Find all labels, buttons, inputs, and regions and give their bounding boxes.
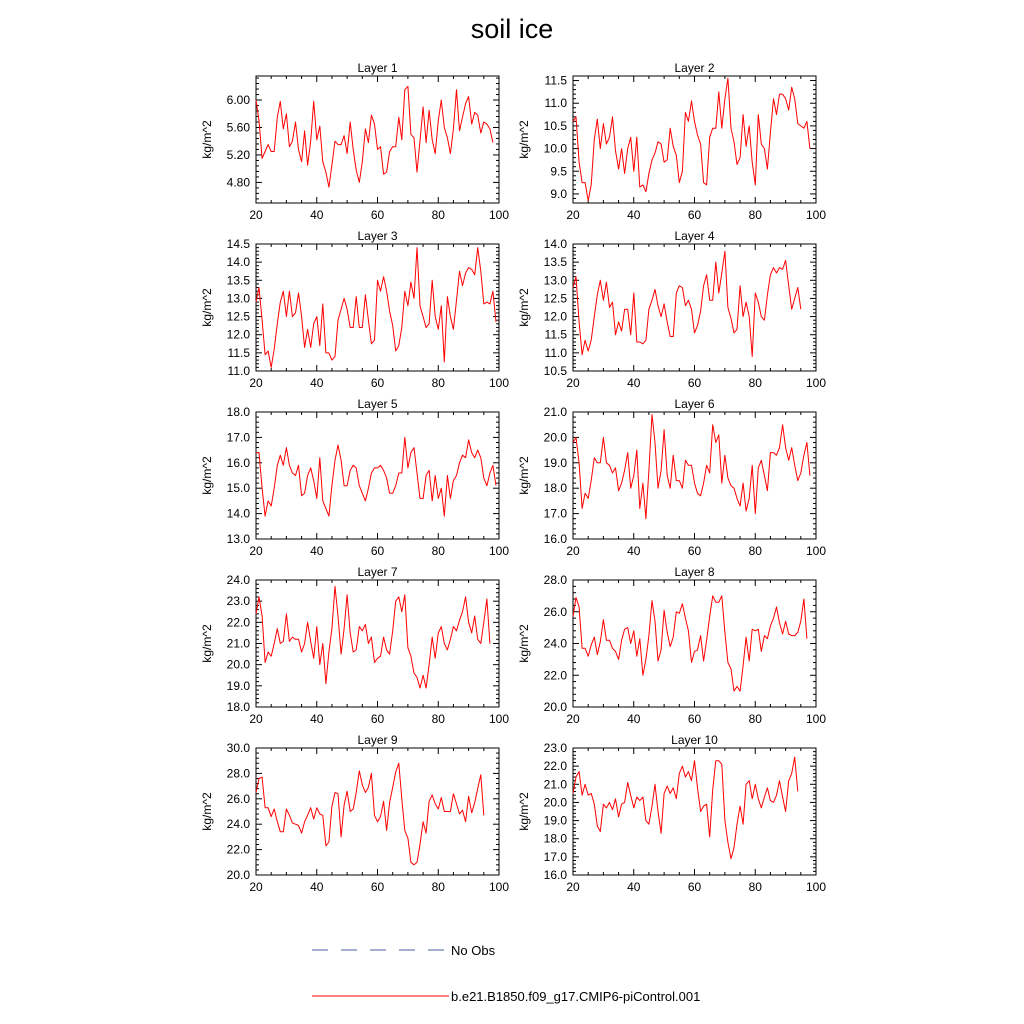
y-axis-label: kg/m^2 — [517, 456, 531, 495]
series-line-layer-10 — [573, 757, 798, 859]
x-tick-label: 60 — [687, 376, 702, 390]
y-tick-label: 14.0 — [226, 506, 250, 521]
y-tick-label: 23.0 — [543, 741, 567, 755]
y-tick-label: 22.0 — [543, 668, 567, 683]
panel-title: Layer 5 — [357, 397, 398, 411]
panel-layer-3 — [200, 229, 509, 390]
x-tick-label: 60 — [370, 544, 385, 558]
y-tick-label: 20.0 — [226, 657, 250, 672]
y-tick-label: 10.5 — [543, 364, 567, 378]
y-tick-label: 13.5 — [543, 255, 567, 270]
y-axis-label: kg/m^2 — [517, 120, 531, 159]
y-tick-label: 22.0 — [226, 615, 250, 630]
plot-frame — [256, 580, 499, 707]
x-tick-label: 80 — [431, 376, 445, 390]
panel-layer-2 — [517, 61, 826, 222]
plot-frame — [573, 748, 816, 875]
x-tick-label: 60 — [370, 712, 385, 726]
x-tick-label: 80 — [431, 712, 445, 726]
panel-layer-1 — [200, 61, 509, 222]
x-tick-label: 100 — [805, 712, 827, 726]
y-axis-label: kg/m^2 — [517, 792, 531, 831]
y-tick-label: 14.0 — [543, 237, 567, 251]
y-tick-label: 21.0 — [543, 405, 567, 419]
panel-layer-6 — [517, 397, 826, 558]
panel-layer-4 — [517, 229, 826, 390]
y-tick-label: 20.0 — [226, 868, 250, 882]
y-tick-label: 18.0 — [226, 700, 250, 714]
x-tick-label: 80 — [748, 208, 762, 222]
y-tick-label: 12.0 — [226, 327, 250, 342]
y-tick-label: 24.0 — [226, 817, 250, 832]
legend-label-no-obs: No Obs — [451, 943, 496, 958]
x-tick-label: 20 — [249, 544, 263, 558]
x-tick-label: 60 — [687, 544, 702, 558]
series-line-layer-9 — [256, 763, 484, 865]
panel-layer-9 — [200, 733, 509, 894]
x-tick-label: 20 — [566, 208, 580, 222]
legend-label-model: b.e21.B1850.f09_g17.CMIP6-piControl.001 — [451, 989, 701, 1004]
chart-main-title: soil ice — [470, 14, 554, 44]
y-tick-label: 28.0 — [543, 573, 567, 587]
x-tick-label: 100 — [805, 376, 827, 390]
x-tick-label: 100 — [805, 208, 827, 222]
x-tick-label: 100 — [805, 544, 827, 558]
y-tick-label: 16.0 — [226, 455, 250, 470]
panel-title: Layer 2 — [674, 61, 715, 75]
y-tick-label: 17.0 — [543, 849, 567, 864]
panel-title: Layer 4 — [674, 229, 715, 243]
x-tick-label: 40 — [310, 376, 324, 390]
panel-title: Layer 9 — [357, 733, 398, 747]
y-tick-label: 12.5 — [226, 309, 250, 324]
y-tick-label: 11.0 — [544, 96, 567, 111]
y-tick-label: 17.0 — [543, 506, 567, 521]
y-tick-label: 26.0 — [543, 604, 567, 619]
y-axis-label: kg/m^2 — [517, 288, 531, 327]
x-tick-label: 20 — [249, 712, 263, 726]
panel-title: Layer 7 — [357, 565, 398, 579]
y-tick-label: 13.0 — [226, 532, 250, 546]
panel-layer-10 — [517, 733, 826, 894]
y-axis-label: kg/m^2 — [200, 456, 214, 495]
x-tick-label: 80 — [431, 544, 445, 558]
series-line-layer-5 — [256, 437, 496, 516]
y-axis-label: kg/m^2 — [200, 288, 214, 327]
y-tick-label: 21.0 — [226, 636, 250, 651]
y-axis-label: kg/m^2 — [200, 624, 214, 663]
panel-title: Layer 1 — [357, 61, 398, 75]
y-tick-label: 5.60 — [226, 120, 250, 135]
x-tick-label: 60 — [687, 208, 702, 222]
x-tick-label: 40 — [627, 208, 641, 222]
y-tick-label: 13.5 — [226, 273, 250, 288]
y-tick-label: 19.0 — [543, 455, 567, 470]
x-tick-label: 20 — [566, 712, 580, 726]
y-axis-label: kg/m^2 — [517, 624, 531, 663]
y-tick-label: 19.0 — [226, 678, 250, 693]
x-tick-label: 100 — [488, 544, 510, 558]
y-tick-label: 20.0 — [543, 700, 567, 714]
x-tick-label: 100 — [805, 880, 827, 894]
x-tick-label: 80 — [431, 880, 445, 894]
x-tick-label: 20 — [249, 376, 263, 390]
x-tick-label: 80 — [748, 712, 762, 726]
series-line-layer-1 — [256, 86, 493, 187]
y-tick-label: 11.5 — [544, 73, 567, 88]
y-tick-label: 16.0 — [543, 532, 567, 546]
x-tick-label: 20 — [566, 880, 580, 894]
y-tick-label: 30.0 — [226, 741, 250, 755]
y-tick-label: 24.0 — [543, 636, 567, 651]
x-tick-label: 60 — [370, 376, 385, 390]
y-tick-label: 28.0 — [226, 766, 250, 781]
y-tick-label: 11.0 — [227, 364, 250, 378]
panel-title: Layer 6 — [674, 397, 715, 411]
y-tick-label: 5.20 — [226, 147, 250, 162]
panel-title: Layer 3 — [357, 229, 398, 243]
x-tick-label: 80 — [748, 544, 762, 558]
y-tick-label: 16.0 — [543, 868, 567, 882]
x-tick-label: 100 — [488, 376, 510, 390]
y-tick-label: 11.0 — [544, 345, 567, 360]
y-tick-label: 9.5 — [550, 164, 567, 179]
plot-frame — [256, 244, 499, 371]
series-line-layer-2 — [573, 78, 810, 200]
plot-frame — [573, 412, 816, 539]
x-tick-label: 40 — [310, 712, 324, 726]
series-line-layer-7 — [256, 586, 490, 688]
series-line-layer-6 — [573, 415, 810, 519]
x-tick-label: 40 — [627, 544, 641, 558]
y-tick-label: 11.5 — [227, 345, 250, 360]
panel-layer-7 — [200, 565, 509, 726]
plot-frame — [573, 580, 816, 707]
x-tick-label: 60 — [687, 712, 702, 726]
panel-layer-5 — [200, 397, 509, 558]
y-axis-label: kg/m^2 — [200, 120, 214, 159]
y-tick-label: 12.5 — [543, 291, 567, 306]
x-tick-label: 20 — [566, 376, 580, 390]
y-tick-label: 22.0 — [543, 759, 567, 774]
y-tick-label: 13.0 — [226, 291, 250, 306]
y-tick-label: 23.0 — [226, 594, 250, 609]
x-tick-label: 80 — [431, 208, 445, 222]
y-tick-label: 24.0 — [226, 573, 250, 587]
x-tick-label: 100 — [488, 208, 510, 222]
y-tick-label: 12.0 — [543, 309, 567, 324]
x-tick-label: 80 — [748, 376, 762, 390]
series-line-layer-8 — [573, 596, 807, 691]
x-tick-label: 20 — [566, 544, 580, 558]
x-tick-label: 60 — [370, 880, 385, 894]
y-tick-label: 11.5 — [544, 327, 567, 342]
x-tick-label: 40 — [310, 208, 324, 222]
y-tick-label: 9.0 — [550, 186, 567, 201]
panel-layer-8 — [517, 565, 826, 726]
y-axis-label: kg/m^2 — [200, 792, 214, 831]
x-tick-label: 20 — [249, 208, 263, 222]
y-tick-label: 10.0 — [543, 141, 567, 156]
y-tick-label: 18.0 — [226, 405, 250, 419]
y-tick-label: 18.0 — [543, 831, 567, 846]
y-tick-label: 21.0 — [543, 777, 567, 792]
x-tick-label: 60 — [687, 880, 702, 894]
x-tick-label: 40 — [627, 880, 641, 894]
y-tick-label: 18.0 — [543, 481, 567, 496]
series-line-layer-4 — [573, 251, 801, 356]
y-tick-label: 10.5 — [543, 118, 567, 133]
y-tick-label: 6.00 — [226, 93, 250, 108]
x-tick-label: 80 — [748, 880, 762, 894]
x-tick-label: 100 — [488, 712, 510, 726]
panel-title: Layer 8 — [674, 565, 715, 579]
x-tick-label: 60 — [370, 208, 385, 222]
y-tick-label: 4.80 — [226, 175, 250, 190]
y-tick-label: 14.5 — [226, 237, 250, 251]
x-tick-label: 40 — [627, 376, 641, 390]
x-tick-label: 40 — [310, 544, 324, 558]
y-tick-label: 22.0 — [226, 842, 250, 857]
y-tick-label: 15.0 — [226, 481, 250, 496]
y-tick-label: 20.0 — [543, 430, 567, 445]
panel-title: Layer 10 — [671, 733, 718, 747]
y-tick-label: 14.0 — [226, 255, 250, 270]
series-line-layer-3 — [256, 248, 496, 368]
y-tick-label: 26.0 — [226, 791, 250, 806]
x-tick-label: 100 — [488, 880, 510, 894]
y-tick-label: 13.0 — [543, 273, 567, 288]
plot-frame — [256, 412, 499, 539]
y-tick-label: 19.0 — [543, 813, 567, 828]
y-tick-label: 17.0 — [226, 430, 250, 445]
x-tick-label: 40 — [627, 712, 641, 726]
x-tick-label: 20 — [249, 880, 263, 894]
y-tick-label: 20.0 — [543, 795, 567, 810]
x-tick-label: 40 — [310, 880, 324, 894]
